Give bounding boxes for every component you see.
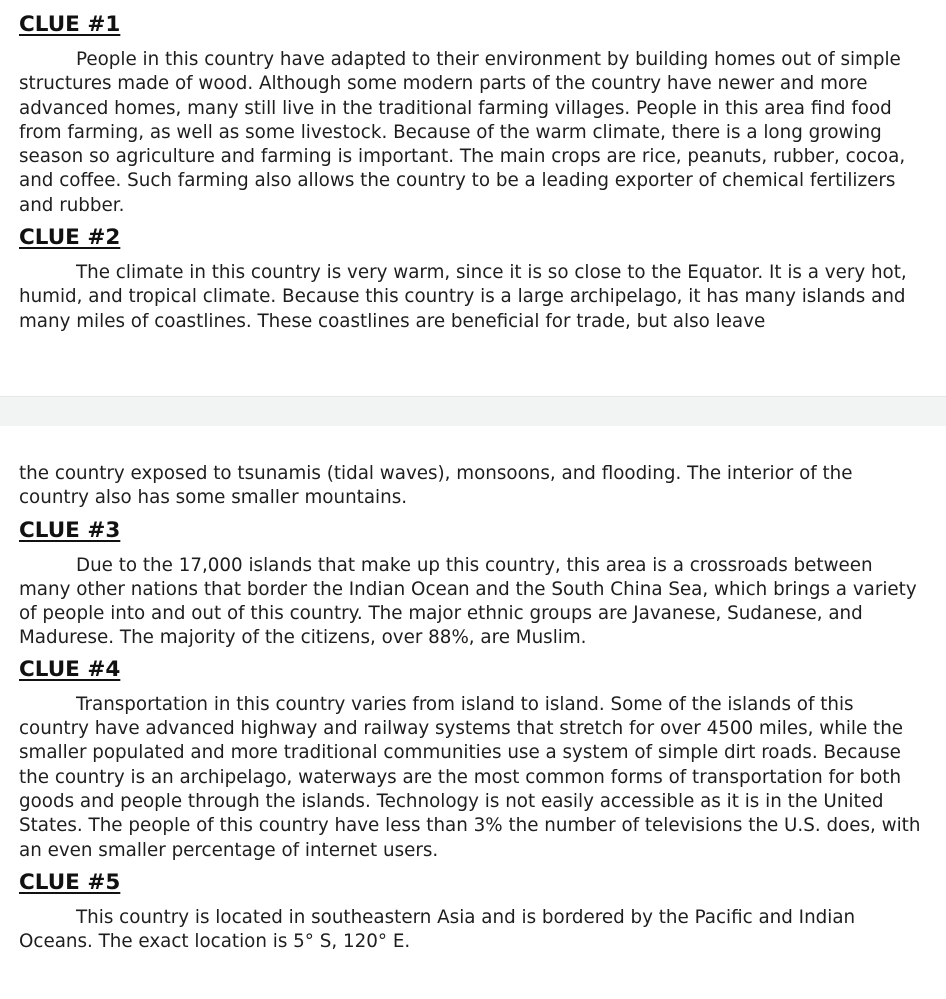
clue-1-paragraph: People in this country have adapted to their environment by building homes out of simple structures made of wood. Although some modern parts of the country have newer and more advanced homes, many still live in the traditional farming villages. People in this area find food from farming, as well as some livestock. Because of the warm climate, there is a long growing season so agriculture and farming is important. The main crops are rice, peanuts, rubber, cocoa, and coffee. Such farming also allows the country to be a leading exporter of chemical fertilizers and rubber. bbox=[19, 49, 906, 216]
document-page-1 bbox=[0, 0, 946, 396]
clue-2-paragraph-continued: the country exposed to tsunamis (tidal waves), monsoons, and flooding. The interior of the country also has some smaller mountains. bbox=[19, 463, 853, 509]
clue-5-heading: CLUE #5 bbox=[19, 869, 121, 895]
clue-4-paragraph: Transportation in this country varies from island to island. Some of the islands of this country have advanced highway and railway systems that stretch for over 4500 miles, while the smaller populated and more traditional communities use a system of simple dirt roads. Because the country is an archipelago, waterways are the most common forms of transportation for both goods and people through the islands. Technology is not easily accessible as it is in the United States. The people of this country have less than 3% the number of televisions the U.S. does, with an even smaller percentage of internet users. bbox=[19, 693, 921, 861]
page-separator bbox=[0, 396, 946, 426]
clue-3-heading: CLUE #3 bbox=[19, 517, 121, 543]
clue-3-paragraph: Due to the 17,000 islands that make up this country, this area is a crossroads between many other nations that border the Indian Ocean and the South China Sea, which brings a variety of people into and out of this country. The major ethnic groups are Javanese, Sudanese, and Madurese. The majority of the citizens, over 88%, are Muslim. bbox=[19, 554, 917, 649]
clue-2-paragraph: The climate in this country is very warm, since it is so close to the Equator. It is a very hot, humid, and tropical climate. Because this country is a large archipelago, it has many islands and many miles of coastlines. These coastlines are beneficial for trade, but also leave bbox=[19, 262, 907, 332]
clue-5-paragraph: This country is located in southeastern Asia and is bordered by the Pacific and Indian Oceans. The exact location is 5° S, 120° E. bbox=[19, 906, 856, 953]
clue-4-heading: CLUE #4 bbox=[19, 656, 121, 682]
clue-2-heading: CLUE #2 bbox=[19, 225, 121, 251]
document-page-2 bbox=[0, 426, 946, 999]
clue-1-heading: CLUE #1 bbox=[19, 12, 121, 37]
